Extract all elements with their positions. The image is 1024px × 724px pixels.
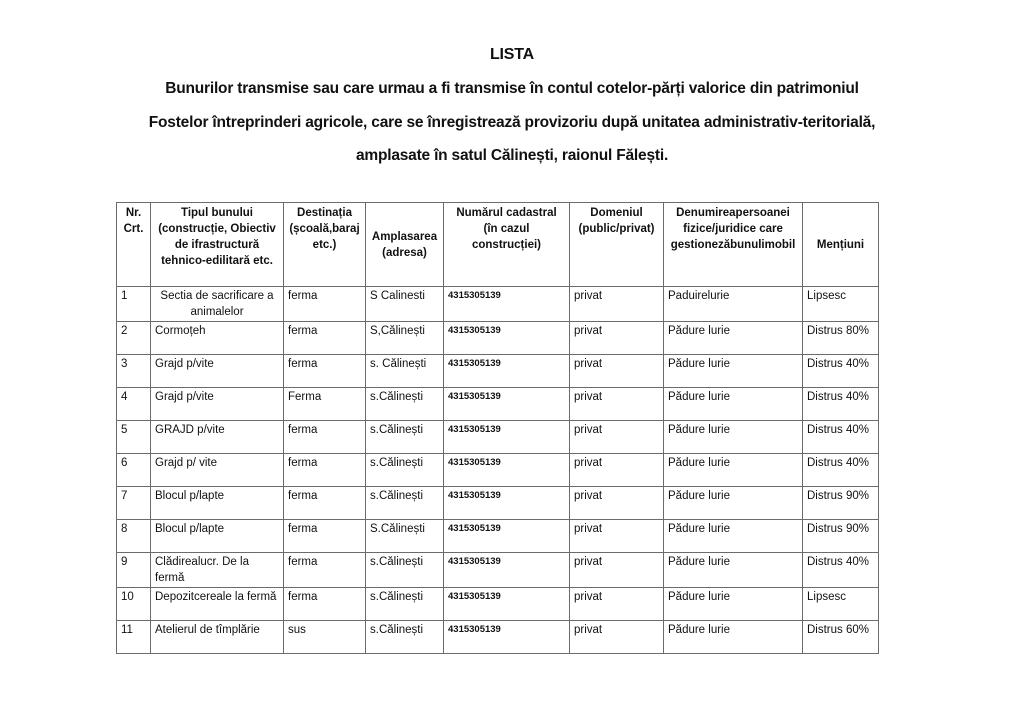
cell-amplasarea: s.Călinești — [366, 454, 444, 487]
cell-destinatia: ferma — [284, 421, 366, 454]
header-amplasarea: Amplasarea (adresa) — [366, 203, 444, 287]
cell-mentiuni: Distrus 90% — [803, 487, 879, 520]
table-row — [117, 454, 879, 487]
cell-persoana: Pădure lurie — [664, 553, 803, 588]
cell-tip: Grajd p/vite — [151, 388, 284, 421]
cell-mentiuni: Distrus 80% — [803, 322, 879, 355]
cell-cadastral: 4315305139 — [444, 487, 570, 520]
cell-destinatia: ferma — [284, 287, 366, 322]
cell-nr: 6 — [117, 454, 151, 487]
table-row — [117, 588, 879, 621]
header-cadastral: Numărul cadastral (în cazul construcției) — [444, 203, 570, 287]
cell-domeniul: privat — [570, 520, 664, 553]
cell-domeniul: privat — [570, 388, 664, 421]
cell-mentiuni: Lipsesc — [803, 287, 879, 322]
cell-tip: Blocul p/lapte — [151, 487, 284, 520]
cell-amplasarea: S.Călinești — [366, 520, 444, 553]
header-nr: Nr. Crt. — [117, 203, 151, 287]
cell-persoana: Pădure lurie — [664, 355, 803, 388]
cell-destinatia: ferma — [284, 355, 366, 388]
cell-cadastral: 4315305139 — [444, 553, 570, 588]
cell-persoana: Pădure lurie — [664, 421, 803, 454]
table-row — [117, 287, 879, 322]
cell-amplasarea: S,Călinești — [366, 322, 444, 355]
table-row — [117, 553, 879, 588]
cell-domeniul: privat — [570, 487, 664, 520]
table-row — [117, 520, 879, 553]
subtitle-line-1: Bunurilor transmise sau care urmau a fi transmise în contul cotelor-părți valorice din patrimoniul — [165, 80, 859, 97]
cell-amplasarea: s.Călinești — [366, 487, 444, 520]
cell-mentiuni: Distrus 90% — [803, 520, 879, 553]
header-mentiuni: Mențiuni — [803, 203, 879, 287]
cell-mentiuni: Distrus 40% — [803, 388, 879, 421]
cell-nr: 2 — [117, 322, 151, 355]
cell-amplasarea: s.Călinești — [366, 588, 444, 621]
cell-domeniul: privat — [570, 454, 664, 487]
cell-nr: 4 — [117, 388, 151, 421]
cell-destinatia: ferma — [284, 520, 366, 553]
table-row — [117, 621, 879, 654]
cell-destinatia: ferma — [284, 322, 366, 355]
cell-amplasarea: S Calinesti — [366, 287, 444, 322]
document-title: LISTA — [489, 46, 535, 63]
cell-nr: 3 — [117, 355, 151, 388]
cell-amplasarea: s.Călinești — [366, 421, 444, 454]
table-row — [117, 388, 879, 421]
cell-persoana: Pădure lurie — [664, 388, 803, 421]
cell-persoana: Paduirelurie — [664, 287, 803, 322]
cell-domeniul: privat — [570, 287, 664, 322]
cell-nr: 1 — [117, 287, 151, 322]
cell-cadastral: 4315305139 — [444, 421, 570, 454]
cell-domeniul: privat — [570, 355, 664, 388]
cell-nr: 8 — [117, 520, 151, 553]
cell-destinatia: Ferma — [284, 388, 366, 421]
subtitle-line-3: amplasate în satul Călinești, raionul Fălești. — [355, 147, 669, 164]
table-header-row — [117, 203, 879, 287]
cell-cadastral: 4315305139 — [444, 355, 570, 388]
table-row — [117, 355, 879, 388]
cell-domeniul: privat — [570, 322, 664, 355]
cell-destinatia: sus — [284, 621, 366, 654]
cell-amplasarea: s.Călinești — [366, 621, 444, 654]
cell-mentiuni: Distrus 40% — [803, 553, 879, 588]
cell-cadastral: 4315305139 — [444, 621, 570, 654]
cell-tip: Sectia de sacrificare a animalelor — [151, 287, 284, 322]
cell-tip: GRAJD p/vite — [151, 421, 284, 454]
cell-tip: Clădirealucr. De la fermă — [151, 553, 284, 588]
cell-amplasarea: s.Călinești — [366, 553, 444, 588]
subtitle-line-2: Fostelor întreprinderi agricole, care se înregistrează provizoriu după unitatea administrativ-teritorială, — [148, 114, 876, 131]
cell-cadastral: 4315305139 — [444, 287, 570, 322]
cell-domeniul: privat — [570, 553, 664, 588]
cell-persoana: Pădure lurie — [664, 454, 803, 487]
cell-destinatia: ferma — [284, 588, 366, 621]
cell-cadastral: 4315305139 — [444, 520, 570, 553]
cell-destinatia: ferma — [284, 487, 366, 520]
cell-cadastral: 4315305139 — [444, 322, 570, 355]
cell-persoana: Pădure lurie — [664, 520, 803, 553]
cell-domeniul: privat — [570, 421, 664, 454]
table-row — [117, 322, 879, 355]
cell-cadastral: 4315305139 — [444, 388, 570, 421]
cell-persoana: Pădure lurie — [664, 487, 803, 520]
header-domeniul: Domeniul (public/privat) — [570, 203, 664, 287]
cell-mentiuni: Distrus 40% — [803, 454, 879, 487]
cell-cadastral: 4315305139 — [444, 454, 570, 487]
cell-nr: 10 — [117, 588, 151, 621]
cell-tip: Atelierul de tîmplărie — [151, 621, 284, 654]
cell-persoana: Pădure lurie — [664, 588, 803, 621]
cell-tip: Grajd p/vite — [151, 355, 284, 388]
cell-destinatia: ferma — [284, 454, 366, 487]
cell-domeniul: privat — [570, 588, 664, 621]
cell-nr: 11 — [117, 621, 151, 654]
cell-tip: Cormoțeh — [151, 322, 284, 355]
cell-persoana: Pădure lurie — [664, 621, 803, 654]
cell-amplasarea: s.Călinești — [366, 388, 444, 421]
cell-mentiuni: Distrus 60% — [803, 621, 879, 654]
cell-amplasarea: s. Călinești — [366, 355, 444, 388]
cell-nr: 9 — [117, 553, 151, 588]
cell-tip: Depozitcereale la fermă — [151, 588, 284, 621]
header-persoana: Denumireapersoanei fizice/juridice care gestionezăbunulimobil — [664, 203, 803, 287]
table-row — [117, 421, 879, 454]
cell-destinatia: ferma — [284, 553, 366, 588]
cell-tip: Grajd p/ vite — [151, 454, 284, 487]
cell-tip: Blocul p/lapte — [151, 520, 284, 553]
table-row — [117, 487, 879, 520]
cell-domeniul: privat — [570, 621, 664, 654]
cell-mentiuni: Distrus 40% — [803, 355, 879, 388]
cell-mentiuni: Distrus 40% — [803, 421, 879, 454]
cell-nr: 7 — [117, 487, 151, 520]
assets-table — [116, 202, 879, 654]
header-tip: Tipul bunului (construcție, Obiectiv de ifrastructură tehnico-edilitară etc. — [151, 203, 284, 287]
cell-mentiuni: Lipsesc — [803, 588, 879, 621]
header-destinatia: Destinația (școală,baraj etc.) — [284, 203, 366, 287]
cell-nr: 5 — [117, 421, 151, 454]
cell-persoana: Pădure lurie — [664, 322, 803, 355]
cell-cadastral: 4315305139 — [444, 588, 570, 621]
